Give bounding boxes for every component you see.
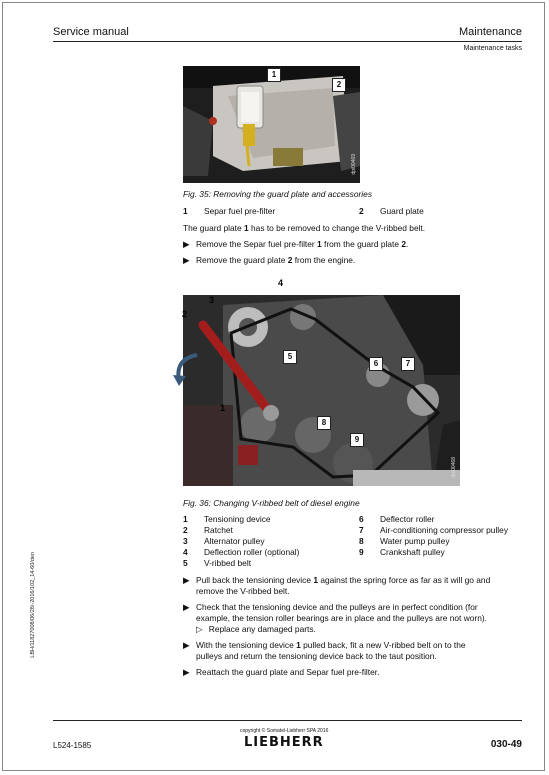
arrow-bullet-icon: ▶ — [183, 667, 190, 677]
photo1-callout-2: 2 — [332, 78, 346, 92]
legend-item — [183, 206, 383, 218]
step-text-line2: remove the V-ribbed belt. — [196, 585, 290, 596]
step-text — [196, 255, 528, 266]
header-subsection: Maintenance tasks — [463, 45, 522, 52]
legend-number: 9 — [359, 547, 364, 557]
step-text-line2: pulleys and return the tensioning device back to the taut position. — [196, 650, 437, 661]
legend-text: Deflection roller (optional) — [204, 547, 300, 557]
photo2-callout-7: 7 — [401, 357, 415, 371]
legend-number: 4 — [183, 547, 188, 557]
legend-number: 6 — [359, 514, 364, 524]
legend-text: Alternator pulley — [204, 536, 265, 546]
arrow-bullet-icon: ▶ — [183, 255, 190, 265]
arrow-bullet-icon: ▶ — [183, 575, 190, 585]
legend-number: 2 — [359, 206, 364, 216]
engine-belt-photo — [183, 295, 460, 486]
legend-number: 1 — [183, 206, 188, 216]
step-text-line2: example, the tension roller bearings are in place and the pulleys are not worn). — [196, 612, 487, 623]
guard-plate-intro — [183, 223, 523, 234]
figure-36-label-4: 4 — [278, 278, 284, 288]
figure-36-label-3: 3 — [209, 295, 215, 305]
document-side-code: LBH/11827008/06/28/-2016/102_14-60/den — [30, 552, 36, 658]
photo1-callout-1: 1 — [267, 68, 281, 82]
step-text — [196, 239, 528, 250]
step-item — [183, 602, 528, 623]
text-run: Remove the guard plate — [196, 255, 288, 265]
legend-text: Separ fuel pre-filter — [204, 206, 276, 216]
legend-number: 5 — [183, 558, 188, 568]
footer-copyright: copyright © Somatel-Liebherr SPA 2016 — [240, 728, 329, 734]
header-section-title: Maintenance — [459, 26, 522, 38]
liebherr-logo: LIEBHERR — [244, 735, 324, 750]
legend-item — [359, 206, 519, 218]
text-run: . — [405, 239, 409, 249]
step-text — [196, 575, 528, 586]
figure-36-label-1: 1 — [220, 403, 226, 413]
legend-text: Guard plate — [380, 206, 424, 216]
legend-text: Deflector roller — [380, 514, 435, 524]
arrow-bullet-icon: ▶ — [183, 239, 190, 249]
step-item — [183, 239, 528, 250]
photo2-callout-9: 9 — [350, 433, 364, 447]
step-item — [183, 255, 528, 266]
text-run: has to be removed to change the V-ribbed belt. — [248, 223, 426, 233]
rotation-arrow-icon — [171, 353, 201, 387]
legend-number: 3 — [183, 536, 188, 546]
legend-text: Ratchet — [204, 525, 233, 535]
figure-35-caption: Fig. 35: Removing the guard plate and accessories — [183, 189, 373, 199]
footer-document-number: L524-1585 — [53, 741, 92, 750]
text-run: The guard plate — [183, 223, 244, 233]
arrow-bullet-icon: ▶ — [183, 640, 190, 650]
legend-text: Crankshaft pulley — [380, 547, 445, 557]
arrow-bullet-icon: ▶ — [183, 602, 190, 612]
text-run: from the guard plate — [321, 239, 402, 249]
step-text: Check that the tensioning device and the pulleys are in perfect condition (for — [196, 602, 478, 612]
ref-number: 1 — [296, 640, 301, 650]
step-text — [196, 640, 528, 651]
engine-belt-photo-drawing — [183, 295, 460, 486]
ref-number: 1 — [244, 223, 249, 233]
legend-number: 8 — [359, 536, 364, 546]
figure-36-label-2: 2 — [182, 309, 188, 319]
legend-number: 7 — [359, 525, 364, 535]
text-run: Pull back the tensioning device — [196, 575, 314, 585]
header-manual-title: Service manual — [53, 26, 129, 38]
text-run: Remove the Separ fuel pre-filter — [196, 239, 318, 249]
ref-number: 2 — [401, 239, 406, 249]
legend-item — [359, 547, 529, 559]
figure-36-caption: Fig. 36: Changing V-ribbed belt of diesel engine — [183, 498, 360, 508]
header-rule — [53, 41, 522, 42]
legend-text: Air-conditioning compressor pulley — [380, 525, 509, 535]
guard-plate-photo — [183, 66, 360, 183]
text-run: against the spring force as far as it will go and — [318, 575, 491, 585]
footer-page-number: 030-49 — [490, 739, 522, 750]
step-item — [183, 640, 528, 661]
photo2-callout-5: 5 — [283, 350, 297, 364]
photo2-image-code: dpi00468 — [451, 457, 457, 478]
photo2-callout-8: 8 — [317, 416, 331, 430]
step-item — [183, 667, 528, 678]
text-run: With the tensioning device — [196, 640, 297, 650]
legend-text: Water pump pulley — [380, 536, 450, 546]
legend-text: V-ribbed belt — [204, 558, 252, 568]
photo1-image-code: dpi00469 — [351, 154, 357, 175]
result-text: Replace any damaged parts. — [208, 624, 316, 634]
step-text: Reattach the guard plate and Separ fuel pre-filter. — [196, 667, 380, 677]
ref-number: 1 — [313, 575, 318, 585]
ref-number: 1 — [317, 239, 322, 249]
ref-number: 2 — [287, 255, 293, 265]
result-item — [196, 624, 316, 634]
photo2-callout-6: 6 — [369, 357, 383, 371]
step-item — [183, 575, 528, 596]
legend-number: 1 — [183, 514, 188, 524]
result-arrow-icon: ▷ — [196, 624, 203, 634]
legend-item — [183, 558, 353, 570]
footer-rule — [53, 720, 522, 721]
text-run: from the engine. — [292, 255, 356, 265]
legend-text: Tensioning device — [204, 514, 271, 524]
legend-number: 2 — [183, 525, 188, 535]
text-run: pulled back, fit a new V-ribbed belt on to the — [300, 640, 466, 650]
